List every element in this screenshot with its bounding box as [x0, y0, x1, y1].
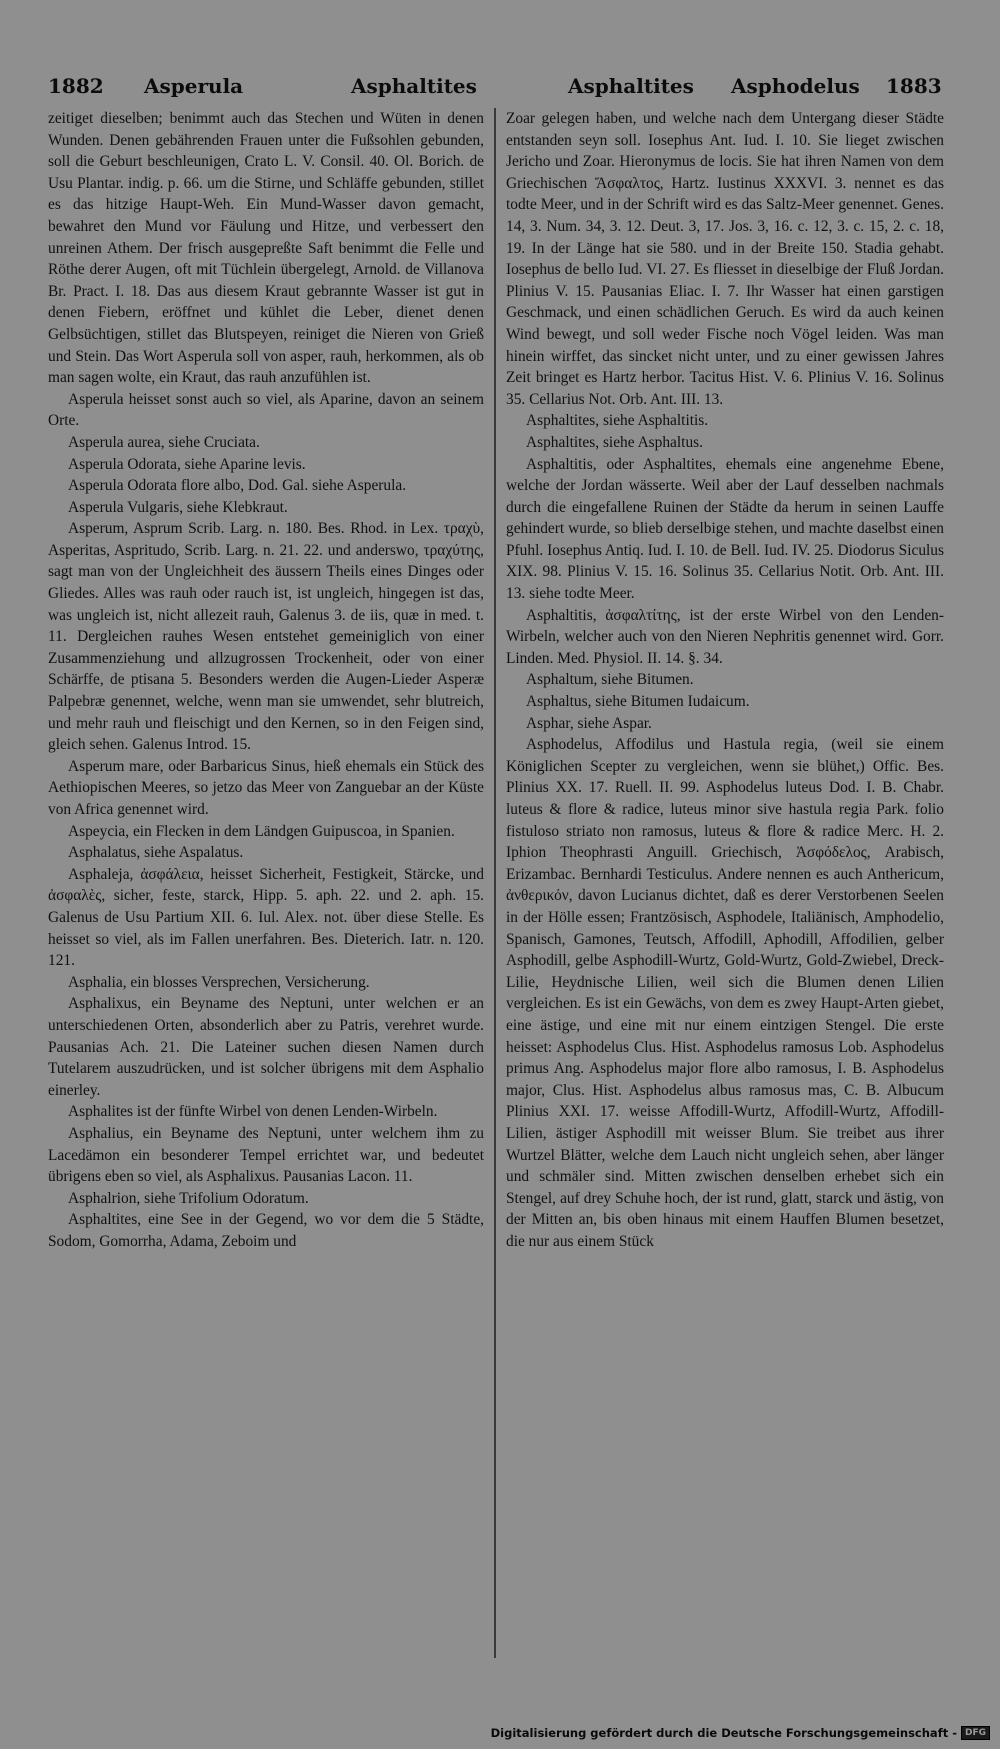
entry: Asphaltitis, oder Asphaltites, ehemals eine angenehme Ebene, welche der Jordan wässerte. Weil aber der Lauf desselben nachmals durch die eingefallene Ruinen der Städte da herum in seinen Lauffe gehindert wurde, so blieb derselbige stehen, und machte daselbst einen Pfuhl. Iosephus Antiq. Iud. I. 10. de Bell. Iud. IV. 25. Diodorus Siculus XIX. 98. Plinius V. 15. 16. Solinus 35. Cellarius Notit. Orb. Ant. III. 13. siehe todte Meer. [506, 455, 944, 603]
entry: Asphaltus, siehe Bitumen Iudaicum. [526, 693, 750, 711]
entry: Asphaltites, eine See in der Gegend, wo vor dem die 5 Städte, Sodom, Gomorrha, Adama, Zeboim und [48, 1211, 484, 1250]
entry: Asphalrion, siehe Trifolium Odoratum. [68, 1189, 309, 1207]
running-header [48, 74, 942, 104]
page-number-right: 1883 [886, 74, 942, 98]
entry: Asphodelus, Affodilus und Hastula regia, (weil sie einem Königlichen Scepter zu vergleichen, wenn sie blühet,) Offic. Bes. Plinius XX. 17. Ruell. II. 99. Asphodelus luteus Dod. I. B. Chabr. luteus & flore & radice, luteus minor sive hastula regia Park. folio fistuloso striato non ramosus, luteus & flore & radice Merc. H. 2. Iphion Theophrasti Anguill. Griechisch, Ἀσφόδελος, Arabisch, Erizambac. Bernhardi Testiculus. Andere nennen es auch Anthericum, ἀνθερικόν, davon Lucianus dichtet, daß es derer Verstorbenen Seelen in der Hölle essen; Frantzösisch, Asphodele, Italiänisch, Amphodelio, Spanisch, Gamones, Teutsch, Affodill, Aphodill, Affodilien, gelber Asphodill, gelbe Asphodill-Wurtz, Gold-Wurtz, Gold-Zwiebel, Dreck-Lilie, Heydnische Lilien, weil sich die Blumen denen Lilien vergleichen. Es ist ein Gewächs, von dem es zwey Haupt-Arten giebet, eine ästige, und eine mit nur einem eintzigen Stengel. Die erste heisset: Asphodelus Clus. Hist. Asphodelus ramosus Lob. Asphodelus primus Ang. Asphodelus major flore albo ramosus, I. B. Asphodelus major, Clus. Hist. Asphodelus albus ramosus mas, C. B. Albucum Plinius XXI. 17. weisse Affodill-Wurtz, Affodill-Wurtz, Affodill-Lilien, ästiger Asphodill mit weisser Blum. Sie treibet aus ihrer Wurtzel Blätter, welche dem Lauch nicht ungleich sehen, aber länger und schmäler sind. Mitten zwischen denselben erhebet sich ein Stengel, auf drey Schuhe hoch, der ist rund, glatt, starck und ästig, von der Mitten an, bis oben hinaus mit einem Hauffen Blumen besetzet, die nur aus einem Stück [506, 736, 944, 1250]
dfg-logo: DFG [961, 1726, 990, 1740]
right-column [506, 108, 944, 1658]
entry: Asperula Odorata, siehe Aparine levis. [68, 455, 306, 473]
header-word-4: Asphodelus [731, 74, 860, 98]
entry: Asphaltitis, ἀσφαλτίτης, ist der erste Wirbel von den Lenden-Wirbeln, welcher auch von den Nieren Nephritis genennet wird. Gorr. Linden. Med. Physiol. II. 14. §. 34. [506, 606, 944, 667]
entry: Asphaltum, siehe Bitumen. [526, 671, 694, 689]
entry: Asperula Odorata flore albo, Dod. Gal. siehe Asperula. [68, 477, 407, 495]
entry: Asphaltites, siehe Asphaltitis. [526, 412, 709, 430]
page-number-left: 1882 [48, 74, 104, 98]
entry: Zoar gelegen haben, und welche nach dem Untergang dieser Städte entstanden seyn soll. Iosephus Ant. Iud. I. 10. Sie lieget zwischen Jericho und Zoar. Hieronymus de locis. Sie hat ihren Namen von dem Griechischen Ἄσφαλτος, Hartz. Iustinus XXXVI. 3. nennet es das todte Meer, und in der Schrift wird es das Saltz-Meer genennet. Genes. 14, 3. Num. 34, 3. 12. Deut. 3, 17. Jos. 3, 16. c. 12, 3. c. 15, 2. c. 18, 19. In der Länge hat sie 580. und in der Breite 150. Stadia gehabt. Iosephus de bello Iud. VI. 27. Es fliesset in dieselbige der Fluß Jordan. Plinius V. 15. Pausanias Eliac. I. 7. Ihr Wasser hat einen garstigen Geschmack, und einen schädlichen Geruch. Es wird da auch keinen Wind bewegt, und soll weder Fische noch Vögel leiden. Was man hinein wirffet, das sincket nicht unter, und zu einer gewissen Jahres Zeit bringet es Hartz herbor. Tacitus Hist. V. 6. Plinius V. 16. Solinus 35. Cellarius Not. Orb. Ant. III. 13. [506, 110, 944, 408]
entry: Asphalius, ein Beyname des Neptuni, unter welchem ihm zu Lacedämon ein besonderer Tempel errichtet war, und bedeutet übrigens eben so viel, als Asphalixus. Pausanias Lacon. 11. [48, 1124, 484, 1186]
entry: Asperula aurea, siehe Cruciata. [68, 433, 260, 451]
credit-text: Digitalisierung gefördert durch die Deutsche Forschungsgemeinschaft - [490, 1726, 957, 1740]
entry: Asphaleja, ἀσφάλεια, heisset Sicherheit, Festigkeit, Stärcke, und ἀσφαλὲς, sicher, feste, starck, Hipp. 5. aph. 22. und 2. aph. 15. Galenus de Usu Partium XII. 6. Iul. Alex. not. über diese Stelle. Es heisset so viel, als im Fallen unerfahren. Bes. Dieterich. Iatr. n. 120. 121. [48, 865, 484, 970]
header-word-2: Asphaltites [351, 74, 477, 98]
entry: Asphalites ist der fünfte Wirbel von denen Lenden-Wirbeln. [68, 1103, 438, 1121]
entry: Asphaltites, siehe Asphaltus. [526, 433, 703, 451]
entry: Asperula Vulgaris, siehe Klebkraut. [68, 498, 288, 516]
header-word-3: Asphaltites [568, 74, 694, 98]
entry: Asphalia, ein blosses Versprechen, Versicherung. [68, 973, 370, 991]
header-word-1: Asperula [144, 74, 244, 98]
left-column [48, 108, 484, 1658]
column-divider [494, 108, 496, 1658]
entry: Asphalixus, ein Beyname des Neptuni, unter welchen er an unterschiedenen Orten, absonderlich aber zu Patris, verehret wurde. Pausanias Ach. 21. Die Lateiner suchen diesen Namen durch Tutelarem auszudrücken, und ist solcher übrigens mit dem Asphalio einerley. [48, 995, 484, 1099]
entry: Asphar, siehe Aspar. [526, 714, 652, 732]
entry: Asperum, Asprum Scrib. Larg. n. 180. Bes. Rhod. in Lex. τραχὺ, Asperitas, Aspritudo, Scrib. Larg. n. 21. 22. und anderswo, τραχύτης, sagt man von der Ungleichheit des äussern Theils eines Dinges oder Gliedes. Alles was rauh oder rauch ist, ist ungleich, hingegen ist das, was ungleich ist, nicht allezeit rauh, Galenus 3. de iis, quæ in med. t. 11. Dergleichen rauhes Wesen entstehet gemeiniglich von einer Zusammenziehung und allzugrossen Trockenheit, oder von einer Schärffe, de ptisana 5. Besonders werden die Augen-Lieder Asperæ Palpebræ genennet, welche, wenn man sie umwendet, sehr blutreich, und mehr rauh und fleischigt und den Kernen, so in den Feigen sind, gleich sehen. Galenus Introd. 15. [48, 520, 484, 754]
entry: Asperum mare, oder Barbaricus Sinus, hieß ehemals ein Stück des Aethiopischen Meeres, so jetzo das Meer von Zanguebar an der Küste von Africa genennet wird. [48, 757, 484, 818]
entry: Asphalatus, siehe Aspalatus. [68, 844, 244, 862]
entry: Asperula heisset sonst auch so viel, als Aparine, davon an seinem Orte. [48, 390, 484, 430]
entry: Aspeycia, ein Flecken in dem Ländgen Guipuscoa, in Spanien. [68, 822, 455, 840]
digitization-credit [491, 1725, 990, 1741]
entry: zeitiget dieselben; benimmt auch das Stechen und Wüten in denen Wunden. Denen gebährenden Frauen unter die Fußsohlen gebunden, soll die Geburt beschleunigen, Crato L. V. Consil. 40. Ol. Borich. de Usu Plantar. indig. p. 66. um die Stirne, und Schläffe gebunden, stillet es das hitzige Haupt-Weh. Ein Mund-Wasser davon gemacht, bewahret den Mund vor Fäulung und Hitze, und verbessert den unreinen Athem. Der frisch ausgepreßte Saft benimmt die Felle und Röthe derer Augen, oft mit Tüchlein übergelegt, Arnold. de Villanova Br. Pract. I. 18. Das aus diesem Kraut gebrannte Wasser ist gut in denen Fiebern, eröffnet und kühlet die Leber, dienet denen Gelbsüchtigen, stillet das Blutspeyen, reiniget die Nieren von Grieß und Stein. Das Wort Asperula soll von asper, rauh, herkommen, als ob man sagen wolte, ein Kraut, das rauh anzufühlen ist. [48, 110, 484, 387]
